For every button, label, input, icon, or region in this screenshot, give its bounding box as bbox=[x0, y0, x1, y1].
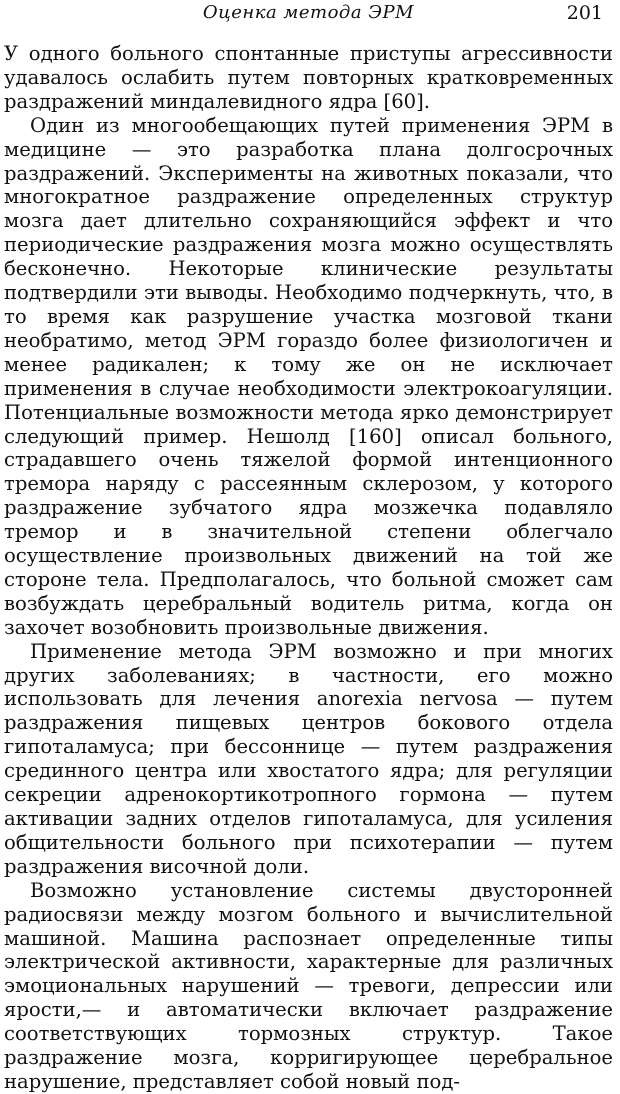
paragraph-4: Возможно установление системы двусторонней радиосвязи между мозгом больного и вычислительной машиной. Машина распознает определенные типы электрической активности, характерные для различных эмоциональных нарушений — тревоги, депрессии или ярости,— и автоматически включает раздражение соответствующих тормозных структур. Такое раздражение мозга, корригирующее церебральное нарушение, представляет собой новый под- bbox=[4, 878, 613, 1093]
page-number: 201 bbox=[566, 2, 603, 24]
body-text bbox=[4, 42, 613, 1094]
running-title: Оценка метода ЭРМ bbox=[202, 2, 415, 23]
running-head bbox=[4, 0, 613, 34]
paragraph-2: Один из многообещающих путей применения ЭРМ в медицине — это разработка плана долгосрочных раздражений. Эксперименты на животных показали, что многократное раздражение определенных структур мозга дает длительно сохраняющийся эффект и что периодические раздражения мозга можно осуществлять бесконечно. Некоторые клинические результаты подтвердили эти выводы. Необходимо подчеркнуть, что, в то время как разрушение участка мозговой ткани необратимо, метод ЭРМ гораздо более физиологичен и менее радикален; к тому же он не исключает применения в случае необходимости электрокоагуляции. Потенциальные возможности метода ярко демонстрирует следующий пример. Нешолд [160] описал больного, страдавшего очень тяжелой формой интенционного тремора наряду с рассеянным склерозом, у которого раздражение зубчатого ядра мозжечка подавляло тремор и в значительной степени облегчало осуществление произвольных движений на той же стороне тела. Предполагалось, что больной сможет сам возбуждать церебральный водитель ритма, когда он захочет возобновить произвольные движения. bbox=[4, 113, 613, 639]
paragraph-3: Применение метода ЭРМ возможно и при многих других заболеваниях; в частности, его можно использовать для лечения anorexia nervosa — путем раздражения пищевых центров бокового отдела гипоталамуса; при бессоннице — путем раздражения срединного центра или хвостатого ядра; для регуляции секреции адренокортикотропного гормона — путем активации задних отделов гипоталамуса, для усиления общительности больного при психотерапии — путем раздражения височной доли. bbox=[4, 639, 613, 878]
paragraph-1: У одного больного спонтанные приступы агрессивности удавалось ослабить путем повторных кратковременных раздражений миндалевидного ядра [60]. bbox=[4, 42, 613, 113]
